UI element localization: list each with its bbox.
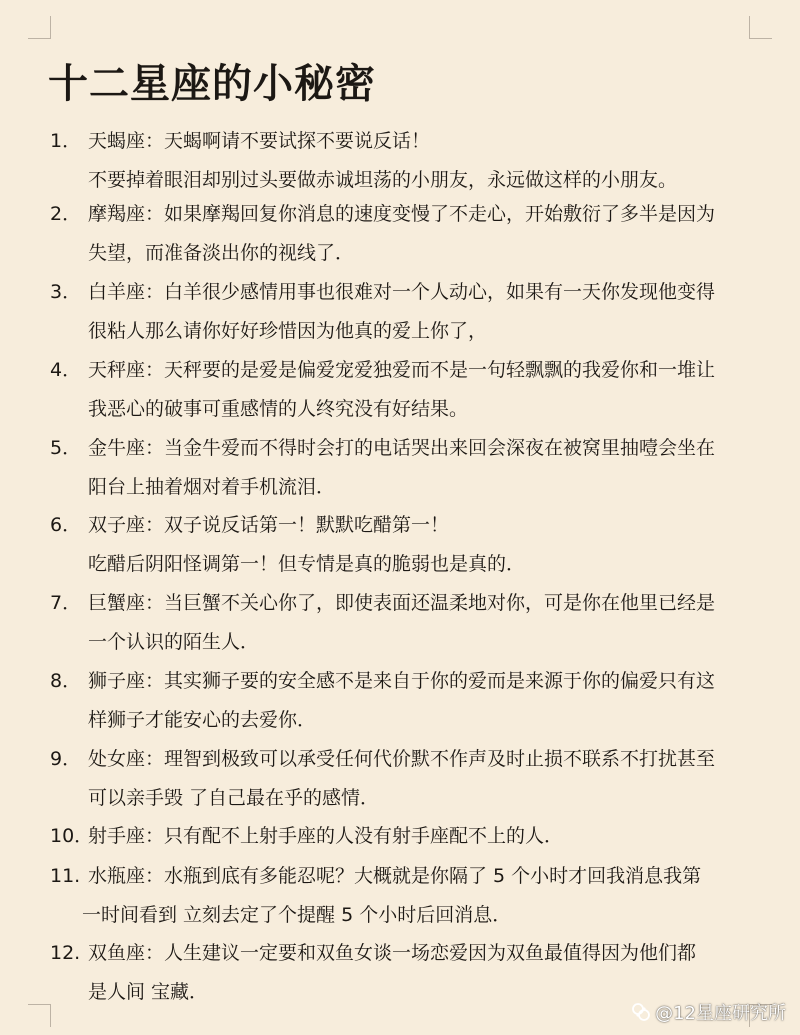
corner-mark-top-right [749,16,772,39]
page-title: 十二星座的小秘密 [48,61,376,107]
entry-line-1: 天蝎座：天蝎啊请不要试探不要说反话！ [88,130,431,152]
entry-line-1: 双子座：双子说反话第一！默默吃醋第一！ [88,514,450,536]
entry-line-2: 一个认识的陌生人． [88,631,260,653]
entry-line-2: 可以亲手毁 了自己最在乎的感情． [88,787,380,809]
entry-line-2: 失望，而准备淡出你的视线了． [88,242,355,264]
entry-line-1: 处女座：理智到极致可以承受任何代价默不作声及时止损不联系不打扰甚至 [88,748,716,770]
entry-line-1: 狮子座：其实狮子要的安全感不是来自于你的爱而是来源于你的偏爱只有这 [88,670,716,692]
entry-line-1: 射手座：只有配不上射手座的人没有射手座配不上的人． [88,825,564,847]
entry-line-2: 阳台上抽着烟对着手机流泪． [88,476,336,498]
entry-line-1: 白羊座：白羊很少感情用事也很难对一个人动心，如果有一天你发现他变得 [88,281,716,303]
watermark-text: @12星座研究所 [655,1003,786,1024]
corner-mark-bottom-left [28,1004,51,1027]
entry-number: 11. [50,865,81,887]
entry-line-1: 水瓶座：水瓶到底有多能忍呢？大概就是你隔了 5 个小时才回我消息我第 [88,865,702,887]
entry-number: 8． [50,670,82,692]
entry-number: 10． [50,825,94,847]
entry-number: 5． [50,437,82,459]
entry-line-1: 金牛座：当金牛爱而不得时会打的电话哭出来回会深夜在被窝里抽噎会坐在 [88,437,716,459]
entry-number: 9． [50,748,82,770]
entry-line-2: 吃醋后阴阳怪调第一！但专情是真的脆弱也是真的． [88,553,526,575]
entry-line-1: 巨蟹座：当巨蟹不关心你了，即使表面还温柔地对你，可是你在他里已经是 [88,592,716,614]
entry-line-2: 是人间 宝藏． [88,981,209,1003]
corner-mark-top-left [28,16,51,39]
entry-line-1: 天秤座：天秤要的是爱是偏爱宠爱独爱而不是一句轻飘飘的我爱你和一堆让 [88,359,716,381]
entry-line-1: 摩羯座：如果摩羯回复你消息的速度变慢了不走心，开始敷衍了多半是因为 [88,203,716,225]
entry-number: 4． [50,359,82,381]
entry-line-2: 样狮子才能安心的去爱你． [88,709,317,731]
entry-number: 7． [50,592,82,614]
entry-number: 3． [50,281,82,303]
entry-number: 6． [50,514,82,536]
entry-number: 12. [50,942,81,964]
entry-line-2: 很粘人那么请你好好珍惜因为他真的爱上你了， [88,320,488,342]
entry-number: 2． [50,203,82,225]
entry-line-1: 双鱼座：人生建议一定要和双鱼女谈一场恋爱因为双鱼最值得因为他们都 [88,942,697,964]
entry-number: 1． [50,130,82,152]
entry-line-2: 一时间看到 立刻去定了个提醒 5 个小时后回消息． [82,904,512,926]
entry-line-2: 我恶心的破事可重感情的人终究没有好结果。 [88,398,469,420]
watermark-logo-icon [631,1002,651,1022]
entry-line-2: 不要掉着眼泪却别过头要做赤诚坦荡的小朋友，永远做这样的小朋友。 [88,169,678,191]
watermark [631,999,786,1025]
